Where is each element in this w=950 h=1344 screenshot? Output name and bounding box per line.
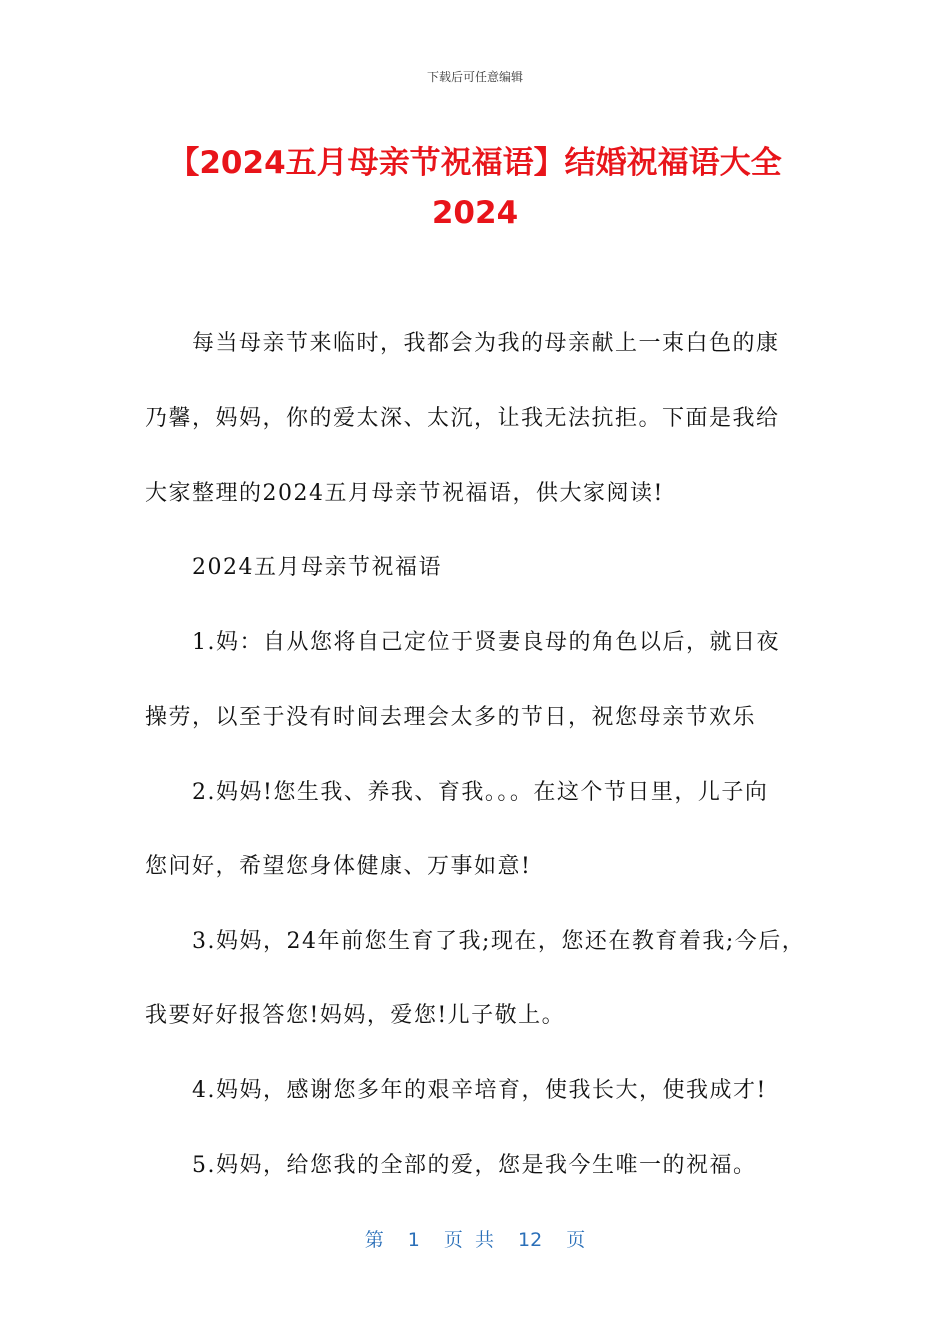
paragraph-line: 您问好，希望您身体健康、万事如意! (145, 854, 532, 879)
paragraph-line: 4.妈妈，感谢您多年的艰辛培育，使我长大，使我成才! (192, 1078, 767, 1103)
paragraph-line: 大家整理的2024五月母亲节祝福语，供大家阅读! (145, 481, 664, 506)
title-line-1: 【2024五月母亲节祝福语】结婚祝福语大全 (168, 145, 782, 181)
paragraph-line: 操劳，以至于没有时间去理会太多的节日，祝您母亲节欢乐 (145, 705, 757, 730)
paragraph-line: 5.妈妈，给您我的全部的爱，您是我今生唯一的祝福。 (192, 1153, 757, 1178)
document-title (120, 138, 830, 238)
paragraph-line: 我要好好报答您!妈妈，爱您!儿子敬上。 (145, 1003, 566, 1028)
footer-total-pages: 12 (518, 1229, 543, 1251)
paragraph-line: 每当母亲节来临时，我都会为我的母亲献上一束白色的康 (192, 331, 780, 356)
header-note: 下载后可任意编辑 (426, 70, 523, 84)
paragraph-line: 乃馨，妈妈，你的爱太深、太沉，让我无法抗拒。下面是我给 (145, 406, 780, 431)
page-footer (0, 1225, 950, 1252)
paragraph-line: 3.妈妈，24年前您生育了我;现在，您还在教育着我;今后， (192, 929, 806, 954)
paragraph-line: 1.妈：自从您将自己定位于贤妻良母的角色以后，就日夜 (192, 630, 780, 655)
paragraph-line: 2.妈妈!您生我、养我、育我。。。在这个节日里，儿子向 (192, 780, 769, 805)
section-heading: 2024五月母亲节祝福语 (192, 555, 442, 580)
footer-middle: 页 共 (443, 1229, 494, 1251)
footer-current-page: 1 (407, 1229, 420, 1251)
footer-suffix: 页 (566, 1229, 586, 1251)
footer-prefix: 第 (364, 1229, 384, 1251)
title-line-2: 2024 (431, 195, 519, 231)
